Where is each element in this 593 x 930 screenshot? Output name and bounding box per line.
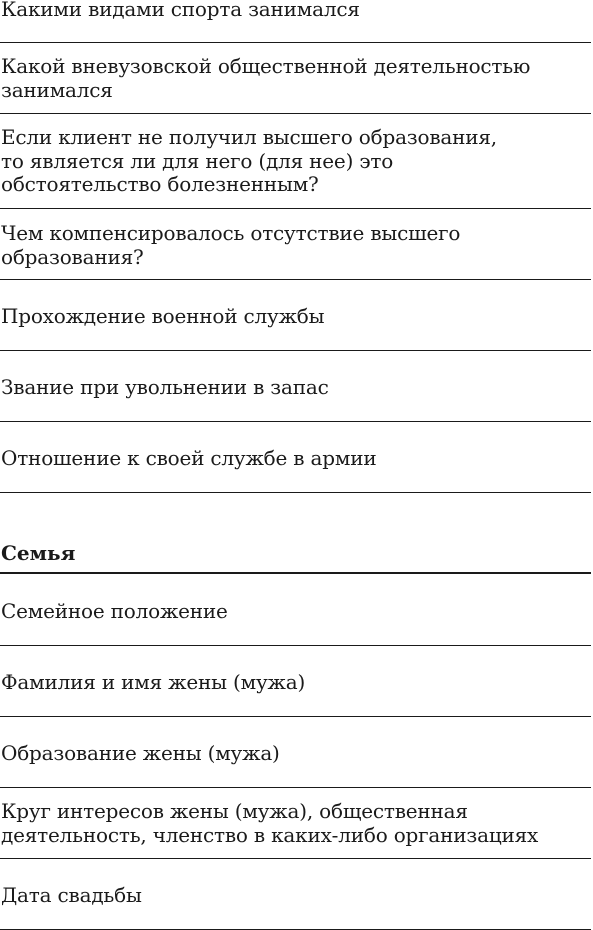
- form-row-label: Какой вневузовской общественной деятельностью занимался: [1, 54, 531, 102]
- form-row-label: Семейное положение: [1, 599, 228, 623]
- form-row-label: Если клиент не получил высшего образования, то является ли для него (для нее) это обстоятельство болезненным?: [1, 125, 497, 196]
- form-row-compensation: [0, 209, 591, 280]
- form-row-spouse-education: [0, 717, 591, 788]
- form-row-marital-status: [0, 574, 591, 646]
- form-row-label: Фамилия и имя жены (мужа): [1, 670, 306, 694]
- form-row-spouse-interests: [0, 788, 591, 859]
- form-row-label: Звание при увольнении в запас: [1, 375, 329, 399]
- form-row-military-service: [0, 280, 591, 351]
- form-row-wedding-date: [0, 859, 591, 930]
- form-row-label: Отношение к своей службе в армии: [1, 446, 377, 470]
- form-row-label: Образование жены (мужа): [1, 741, 280, 765]
- form-row-social-activity: [0, 43, 591, 114]
- form-row-label: Прохождение военной службы: [1, 304, 325, 328]
- form-row-sports: [0, 0, 591, 43]
- form-row-army-attitude: [0, 422, 591, 493]
- form-row-label: Чем компенсировалось отсутствие высшего образования?: [1, 221, 461, 269]
- form-row-label: Дата свадьбы: [1, 883, 142, 907]
- form-row-spouse-name: [0, 646, 591, 717]
- section-title-family: Семья: [1, 541, 76, 565]
- form-row-label: Круг интересов жены (мужа), общественная деятельность, членство в каких-либо организациях: [1, 799, 539, 847]
- form-row-no-higher-education: [0, 114, 591, 209]
- form-row-label: Какими видами спорта занимался: [1, 0, 360, 21]
- form-row-rank: [0, 351, 591, 422]
